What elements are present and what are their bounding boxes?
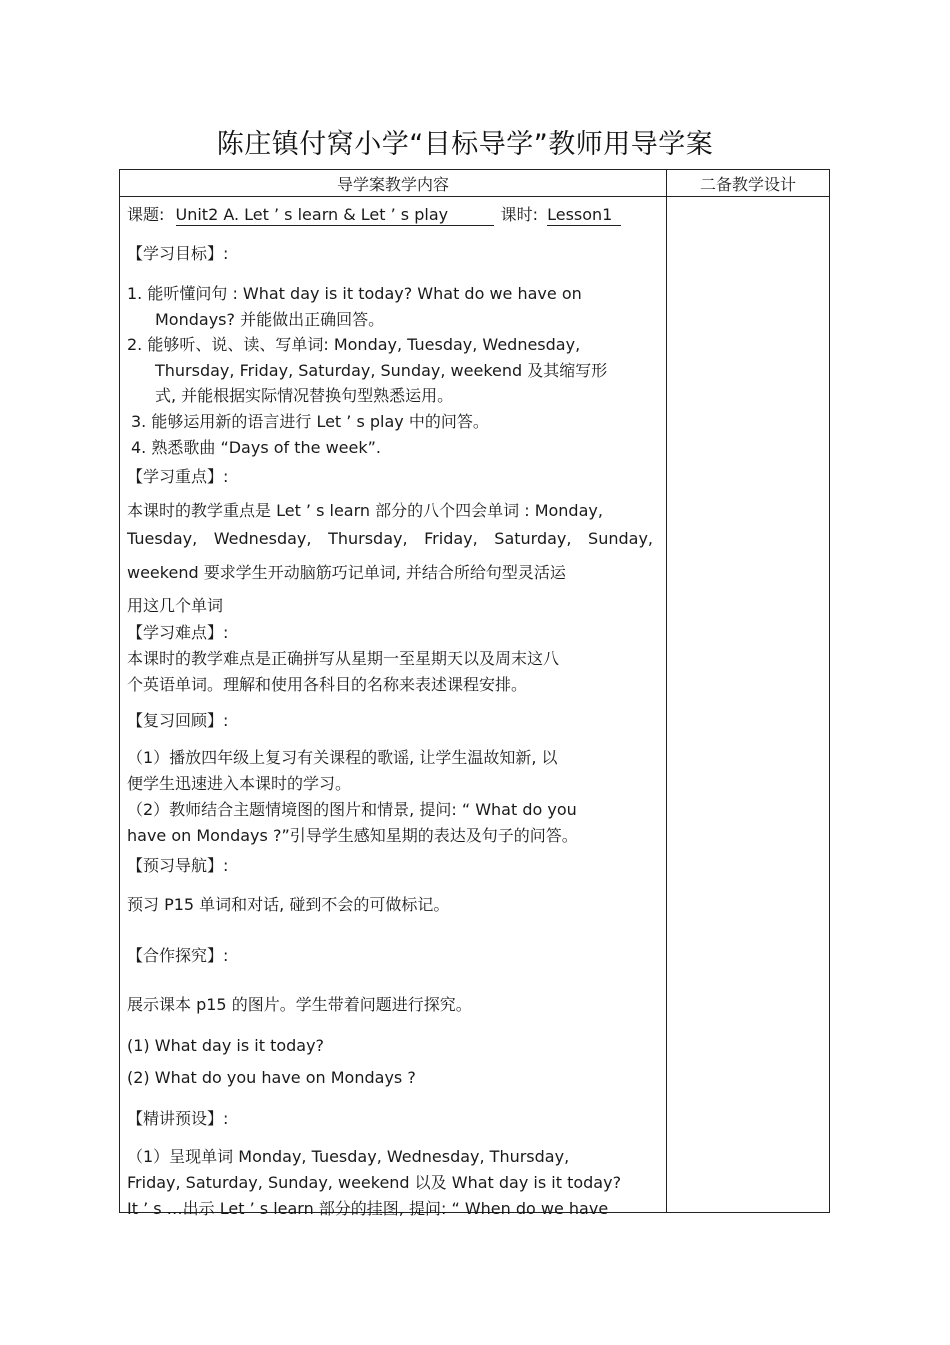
difficulties-heading: 【学习难点】: [127, 623, 229, 642]
key-points-heading: 【学习重点】: [127, 467, 229, 486]
header-teaching-content: 导学案教学内容 [336, 175, 449, 194]
weekday-word: Tuesday, [127, 529, 198, 548]
objective-2a: 2. 能够听、说、读、写单词: Monday, Tuesday, Wednesday, [127, 335, 581, 354]
question-1: (1) What day is it today? [127, 1036, 325, 1055]
key-points-line-1: 本课时的教学重点是 Let ’ s learn 部分的八个四会单词 : Monday, [127, 501, 603, 520]
key-points-line-3: weekend 要求学生开动脑筋巧记单词, 并结合所给句型灵活运 [127, 563, 566, 582]
objective-2c: 式, 并能根据实际情况替换句型熟悉运用。 [155, 386, 454, 405]
objectives-heading: 【学习目标】: [127, 244, 229, 263]
weekday-word: Saturday, [494, 529, 572, 548]
review-line-3: （2）教师结合主题情境图的图片和情景, 提问: “ What do you [127, 800, 577, 819]
weekday-word: Sunday, [588, 529, 653, 548]
topic-row [127, 202, 621, 226]
key-points-line-4: 用这几个单词 [127, 596, 224, 615]
difficulties-line-1: 本课时的教学难点是正确拼写从星期一至星期天以及周末这八 [127, 649, 560, 668]
weekday-word: Friday, [424, 529, 478, 548]
question-2: (2) What do you have on Mondays ? [127, 1068, 416, 1087]
lecture-line-1: （1）呈现单词 Monday, Tuesday, Wednesday, Thursday, [127, 1147, 570, 1166]
weekday-word: Wednesday, [213, 529, 312, 548]
difficulties-line-2: 个英语单词。理解和使用各科目的名称来表述课程安排。 [127, 675, 528, 694]
review-line-2: 便学生迅速进入本课时的学习。 [127, 774, 352, 793]
objective-3: 3. 能够运用新的语言进行 Let ’ s play 中的问答。 [131, 412, 489, 431]
objective-1a: 1. 能听懂问句 : What day is it today? What do we have on [127, 284, 582, 303]
period-label: 课时: [500, 205, 538, 224]
objective-1b: Mondays? 并能做出正确回答。 [155, 310, 385, 329]
preview-heading: 【预习导航】: [127, 856, 229, 875]
topic-value: Unit2 A. Let ’ s learn & Let ’ s play [176, 205, 494, 226]
column-divider [666, 170, 667, 1212]
lecture-line-2: Friday, Saturday, Sunday, weekend 以及 What day is it today? [127, 1173, 622, 1192]
topic-label: 课题: [127, 205, 165, 224]
page-title: 陈庄镇付窝小学“目标导学”教师用导学案 [216, 129, 714, 160]
cooperation-line-1: 展示课本 p15 的图片。学生带着问题进行探究。 [127, 995, 472, 1014]
lecture-line-3: It ’ s …出示 Let ’ s learn 部分的挂图, 提问: “ When do we have [127, 1199, 609, 1218]
header-divider [120, 196, 829, 197]
weekday-word: Thursday, [328, 529, 408, 548]
key-points-line-2 [127, 529, 653, 548]
header-second-preparation: 二备教学设计 [699, 175, 796, 194]
preview-line-1: 预习 P15 单词和对话, 碰到不会的可做标记。 [127, 895, 450, 914]
lecture-heading: 【精讲预设】: [127, 1109, 229, 1128]
cooperation-heading: 【合作探究】: [127, 946, 229, 965]
review-heading: 【复习回顾】: [127, 711, 229, 730]
objective-4: 4. 熟悉歌曲 “Days of the week”. [131, 438, 382, 457]
review-line-4: have on Mondays ?”引导学生感知星期的表达及句子的问答。 [127, 826, 578, 845]
review-line-1: （1）播放四年级上复习有关课程的歌谣, 让学生温故知新, 以 [127, 748, 558, 767]
period-value: Lesson1 [547, 205, 621, 226]
objective-2b: Thursday, Friday, Saturday, Sunday, weekend 及其缩写形 [155, 361, 608, 380]
